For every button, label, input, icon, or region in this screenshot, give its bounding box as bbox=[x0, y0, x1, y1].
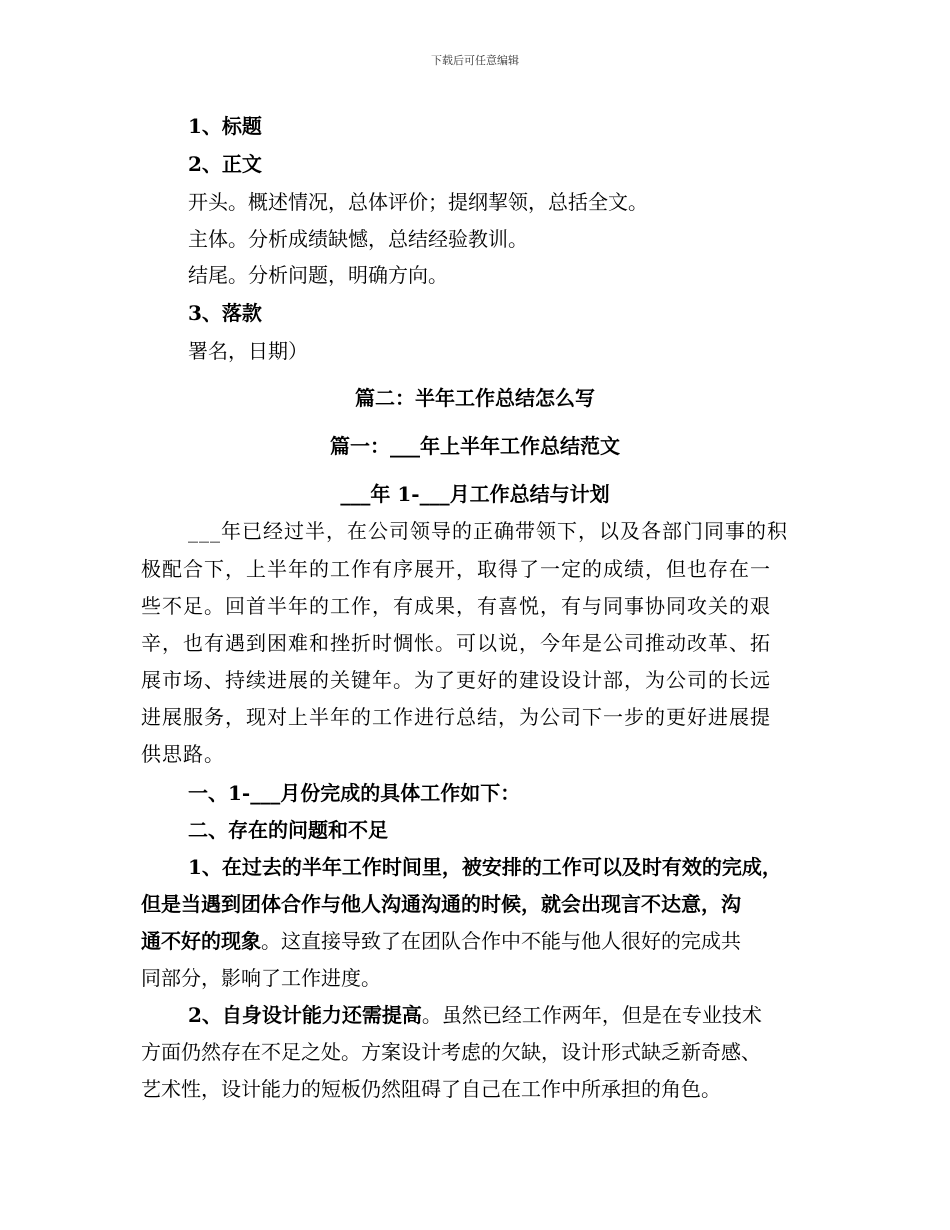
section-completed-work: 一、1-___月份完成的具体工作如下： bbox=[188, 781, 521, 805]
outline-item-signoff: 3、落款 bbox=[188, 301, 262, 325]
outline-main-body: 主体。分析成绩缺憾，总结经验教训。 bbox=[188, 227, 528, 251]
point2-line: 方面仍然存在不足之处。方案设计考虑的欠缺，设计形式缺乏新奇感、 bbox=[141, 1040, 761, 1064]
intro-line: 辛，也有遇到困难和挫折时惆怅。可以说，今年是公司推动改革、拓 bbox=[141, 631, 771, 655]
point2-line: 艺术性，设计能力的短板仍然阻碍了自己在工作中所承担的角色。 bbox=[141, 1077, 721, 1101]
point1-line: 但是当遇到团体合作与他人沟通沟通的时候，就会出现言不达意，沟 bbox=[141, 892, 741, 916]
point1-highlight: 通不好的现象 bbox=[141, 929, 261, 953]
point2-text: 。虽然已经工作两年，但是在专业技术 bbox=[421, 1003, 762, 1027]
intro-line: 供思路。 bbox=[141, 742, 225, 766]
intro-line: 进展服务，现对上半年的工作进行总结，为公司下一步的更好进展提 bbox=[141, 705, 771, 729]
point1-line: 同部分，影响了工作进度。 bbox=[141, 966, 381, 990]
outline-ending: 结尾。分析问题，明确方向。 bbox=[188, 263, 448, 287]
point1-text: 。这直接导致了在团队合作中不能与他人很好的完成共 bbox=[261, 929, 741, 953]
intro-line: ___年已经过半，在公司领导的正确带领下，以及各部门同事的积 bbox=[188, 519, 788, 543]
outline-opening: 开头。概述情况，总体评价；提纲挈领，总括全文。 bbox=[188, 190, 648, 214]
point2-line bbox=[188, 1003, 868, 1027]
outline-item-body: 2、正文 bbox=[188, 152, 262, 176]
section-problems: 二、存在的问题和不足 bbox=[188, 818, 388, 842]
document-subtitle: ___年 1-___月工作总结与计划 bbox=[340, 482, 610, 506]
outline-item-title: 1、标题 bbox=[188, 114, 262, 138]
point2-highlight: 2、自身设计能力还需提高 bbox=[188, 1003, 422, 1027]
part2-title: 篇二：半年工作总结怎么写 bbox=[355, 386, 595, 410]
part1-title: 篇一：___年上半年工作总结范文 bbox=[330, 434, 620, 458]
intro-line: 极配合下，上半年的工作有序展开，取得了一定的成绩，但也存在一 bbox=[141, 557, 771, 581]
intro-line: 展市场、持续进展的关键年。为了更好的建设设计部，为公司的长远 bbox=[141, 668, 771, 692]
page-header: 下载后可任意编辑 bbox=[431, 54, 519, 67]
point1-line bbox=[141, 929, 821, 953]
outline-signature: 署名，日期） bbox=[188, 339, 308, 363]
intro-line: 些不足。回首半年的工作，有成果，有喜悦，有与同事协同攻关的艰 bbox=[141, 594, 771, 618]
point1-line: 1、在过去的半年工作时间里，被安排的工作可以及时有效的完成， bbox=[188, 855, 782, 879]
